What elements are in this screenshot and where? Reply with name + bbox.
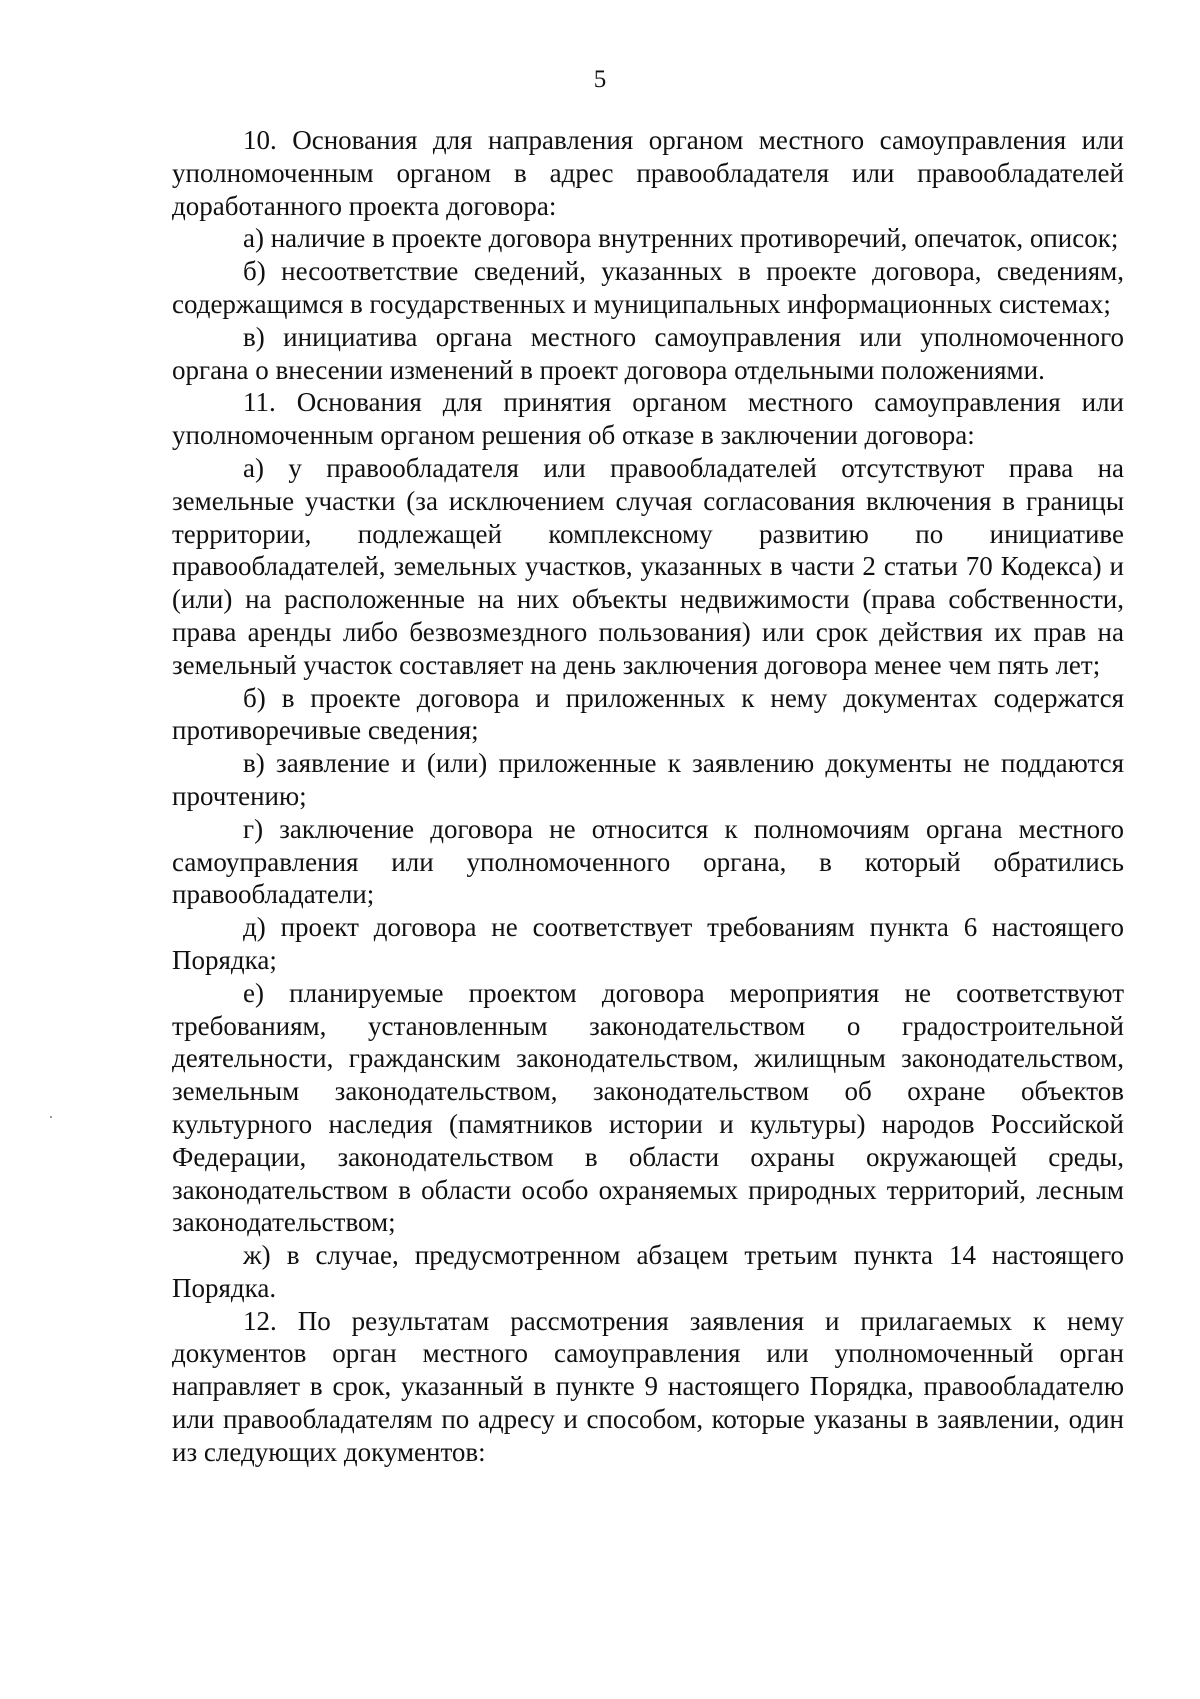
document-body (172, 124, 1124, 1469)
paragraph-11-g: ж) в случае, предусмотренном абзацем третьим пункта 14 настоящего Порядка. (172, 1240, 1124, 1303)
paragraph-10-c: в) инициатива органа местного самоуправления или уполномоченного органа о внесении изменений в проект договора отдельными положениями. (172, 321, 1124, 385)
scan-speck (50, 1116, 52, 1118)
paragraph-11-f: е) планируемые проектом договора мероприятия не соответствуют требованиям, установленным законодательством о градостроительной деятельности, гражданским законодательством, жилищным законодательством, земельным законодательством, законодательством об охране объектов культурного наследия (памятников истории и культуры) народов Российской Федерации, законодательством в области охраны окружающей среды, законодательством в области особо охраняемых природных территорий, лесным законодательством; (172, 977, 1124, 1238)
paragraph-11-d: г) заключение договора не относится к полномочиям органа местного самоуправления или уполномоченного органа, в который обратились правообладатели; (172, 813, 1124, 910)
paragraph-10-a: а) наличие в проекте договора внутренних противоречий, опечаток, описок; (243, 223, 1119, 254)
paragraph-11-intro: 11. Основания для принятия органом местного самоуправления или уполномоченным органом решения об отказе в заключении договора: (172, 387, 1124, 451)
paragraph-11-a: а) у правообладателя или правообладателей отсутствуют права на земельные участки (за исключением случая согласования включения в границы территории, подлежащей комплексному развитию по инициативе правообладателей, земельных участков, указанных в части 2 статьи 70 Кодекса) и (или) на расположенные на них объекты недвижимости (права собственности, права аренды либо безвозмездного пользования) или срок действия их прав на земельный участок составляет на день заключения договора менее чем пять лет; (172, 452, 1124, 680)
paragraph-11-c: в) заявление и (или) приложенные к заявлению документы не поддаются прочтению; (172, 748, 1124, 811)
paragraph-10-b: б) несоответствие сведений, указанных в проекте договора, сведениям, содержащимся в государственных и муниципальных информационных системах; (172, 256, 1124, 319)
paragraph-11-e: д) проект договора не соответствует требованиям пункта 6 настоящего Порядка; (172, 912, 1124, 975)
page-number: 5 (593, 66, 607, 93)
paragraph-10-intro: 10. Основания для направления органом местного самоуправления или уполномоченным органом в адрес правообладателя или правообладателей доработанного проекта договора: (172, 125, 1124, 221)
paragraph-12-intro: 12. По результатам рассмотрения заявления и прилагаемых к нему документов орган местного самоуправления или уполномоченный орган направляет в срок, указанный в пункте 9 настоящего Порядка, правообладателю или правообладателям по адресу и способом, которые указаны в заявлении, один из следующих документов: (172, 1305, 1124, 1467)
paragraph-11-b: б) в проекте договора и приложенных к нему документах содержатся противоречивые сведения; (172, 682, 1124, 746)
